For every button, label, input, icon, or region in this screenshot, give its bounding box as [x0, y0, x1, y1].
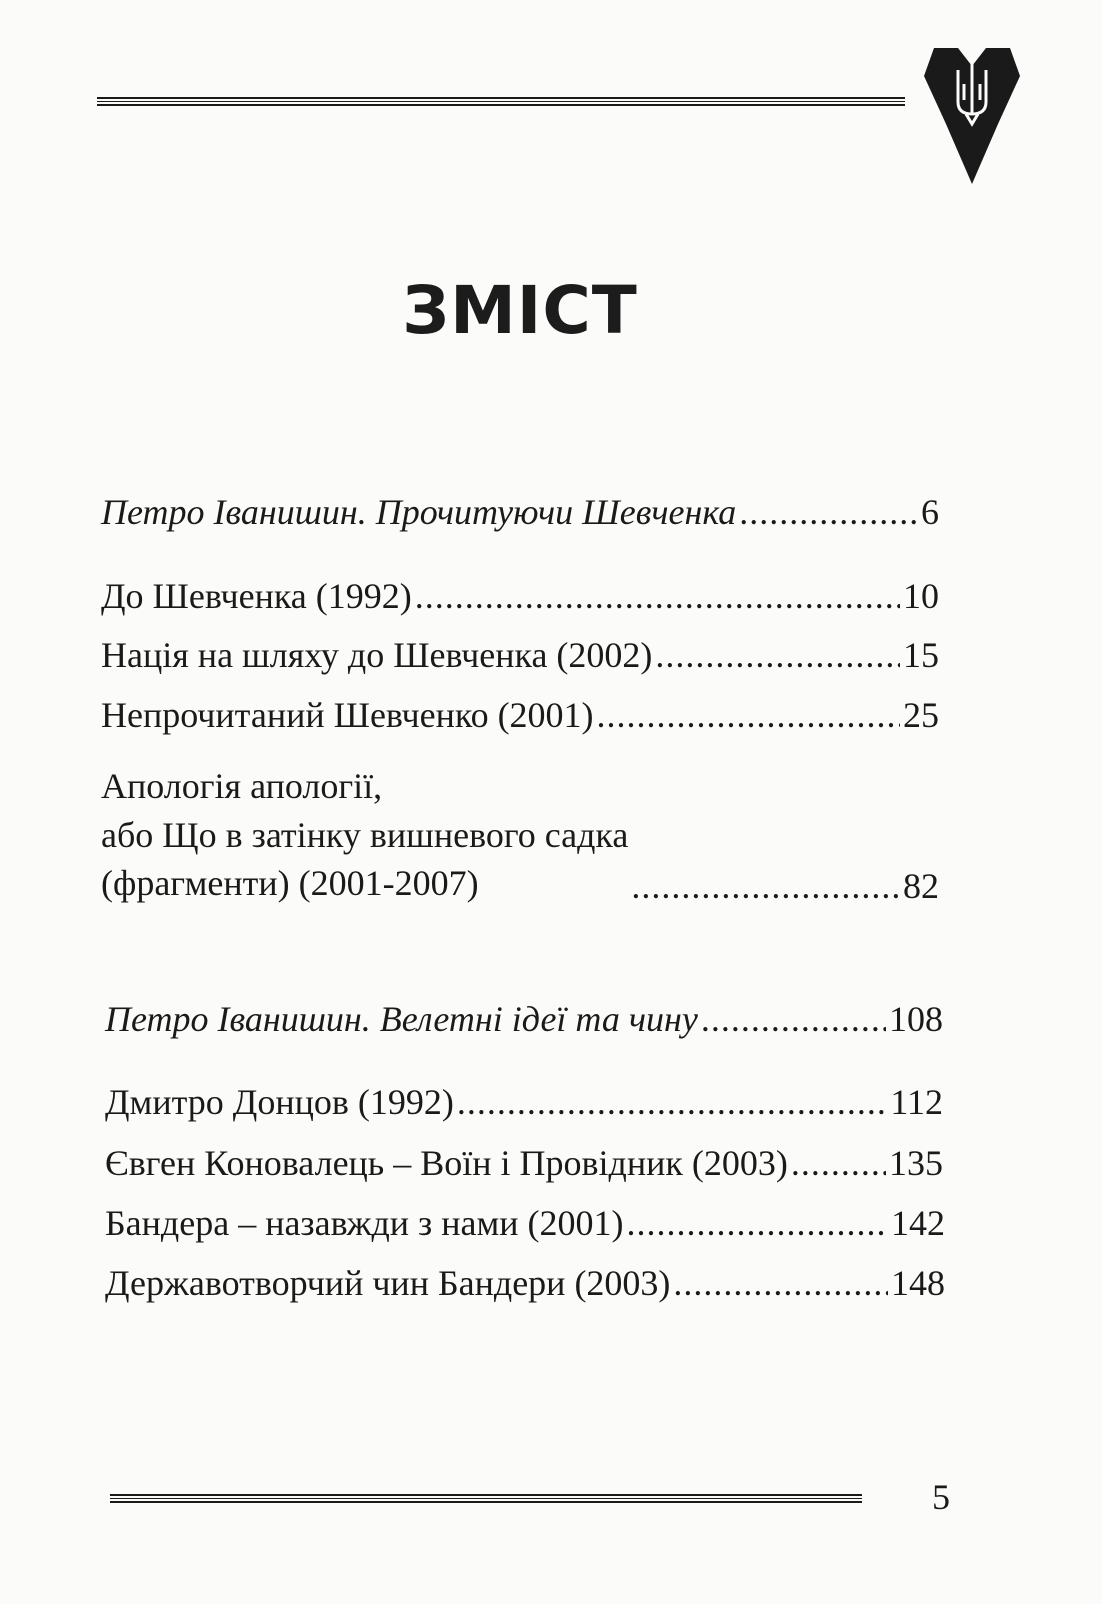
toc-entry-line: Апологія апології, [101, 766, 383, 806]
toc-entry-line: або Що в затінку вишневого садка [101, 814, 629, 855]
toc-entry-multiline [101, 762, 939, 908]
dot-leader [673, 1265, 888, 1301]
page-ref: 15 [903, 635, 939, 675]
page-ref: 82 [903, 865, 939, 906]
page-ref: 112 [890, 1082, 943, 1122]
dot-leader [791, 1145, 886, 1181]
dot-leader [655, 637, 900, 673]
toc-entry-line: (фрагменти) (2001-2007) [101, 863, 479, 904]
dot-leader [597, 697, 900, 733]
toc-section-heading: Петро Іванишин. Прочитуючи Шевченка ..... 6 [101, 494, 939, 530]
toc-entry: До Шевченка (1992) ..... 10 [101, 578, 939, 614]
page-ref: 142 [891, 1203, 945, 1243]
dot-leader [739, 494, 918, 530]
toc-entry: Євген Коновалець – Воїн і Провідник (2003) ..... 135 [105, 1145, 943, 1181]
dot-leader [415, 578, 900, 614]
dot-leader [627, 1205, 888, 1241]
toc-section-heading: Петро Іванишин. Велетні ідеї та чину ..... 108 [105, 1001, 943, 1037]
toc-entry: Дмитро Донцов (1992) ..... 112 [105, 1084, 943, 1120]
toc-entry: Державотворчий чин Бандери (2003) ..... 148 [105, 1265, 945, 1301]
page-ref: 135 [889, 1143, 943, 1183]
trident-arrow-emblem-icon [920, 40, 1024, 188]
page-ref: 10 [903, 576, 939, 616]
page-ref: 25 [903, 695, 939, 735]
bottom-decorative-rule [110, 1494, 862, 1503]
toc-entry: Нація на шляху до Шевченка (2002) ..... 15 [101, 637, 939, 673]
dot-leader [701, 1001, 886, 1037]
page-ref: 108 [889, 999, 943, 1039]
top-decorative-rule [97, 97, 905, 106]
page-title: ЗМІСТ [402, 272, 638, 349]
dot-leader [631, 868, 900, 904]
toc-entry: Непрочитаний Шевченко (2001) ..... 25 [101, 697, 939, 733]
page-number: 5 [932, 1477, 950, 1517]
page-ref: 148 [891, 1263, 945, 1303]
page-ref: 6 [921, 492, 939, 532]
dot-leader [457, 1084, 887, 1120]
toc-entry: Бандера – назавжди з нами (2001) ..... 142 [105, 1205, 945, 1241]
